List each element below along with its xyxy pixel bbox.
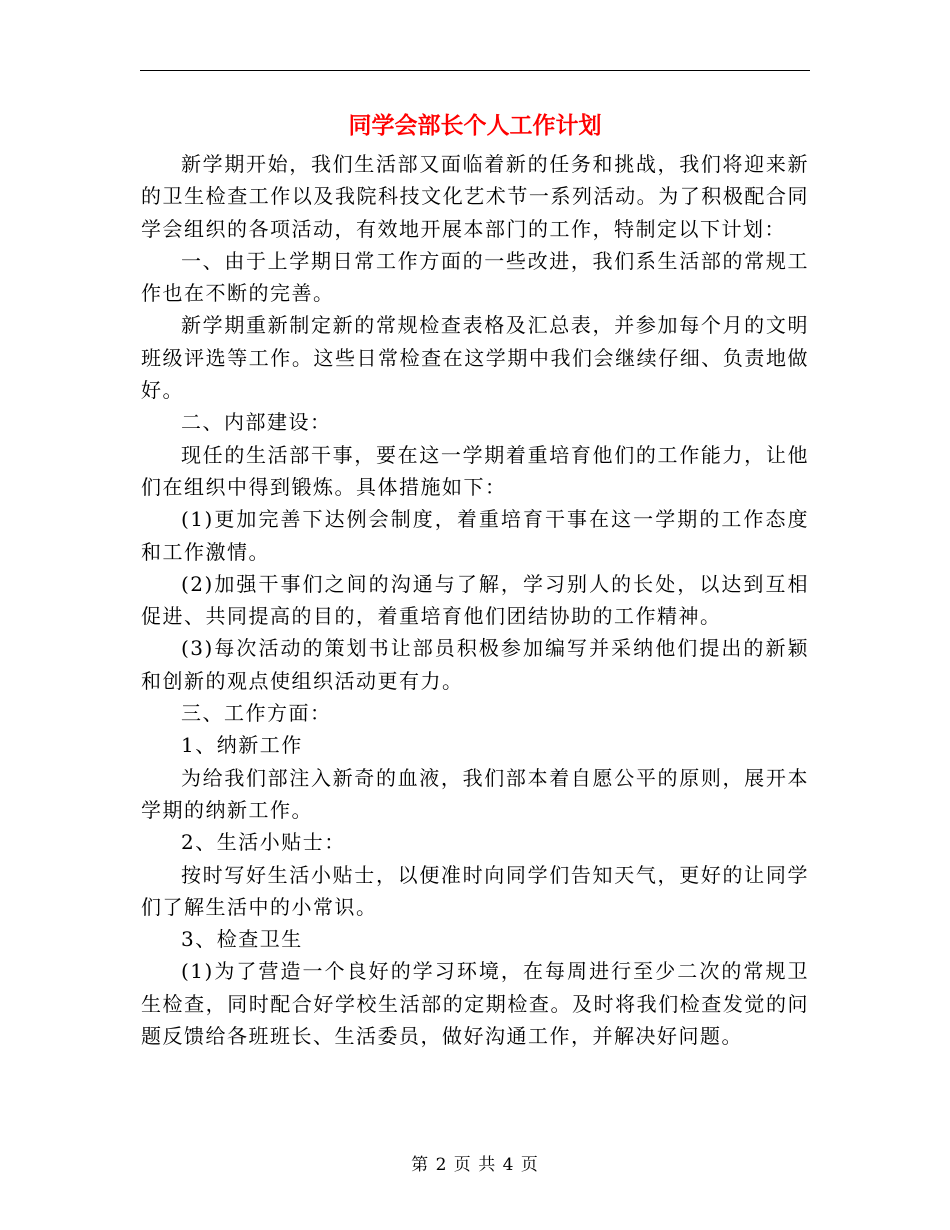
- paragraph: 新学期重新制定新的常规检查表格及汇总表，并参加每个月的文明班级评选等工作。这些日常检查在这学期中我们会继续仔细、负责地做好。: [141, 313, 809, 403]
- document-body: [141, 148, 809, 1052]
- section-heading: 二、内部建设：: [181, 410, 332, 435]
- paragraph: 为给我们部注入新奇的血液，我们部本着自愿公平的原则，展开本学期的纳新工作。: [141, 765, 809, 822]
- section-heading: 三、工作方面：: [181, 701, 332, 726]
- paragraph: 新学期开始，我们生活部又面临着新的任务和挑战，我们将迎来新的卫生检查工作以及我院科技文化艺术节一系列活动。为了积极配合同学会组织的各项活动，有效地开展本部门的工作，特制定以下计划：: [141, 152, 809, 241]
- subsection-heading: 3、检查卫生: [181, 927, 303, 952]
- list-item: (3)每次活动的策划书让部员积极参加编写并采纳他们提出的新颖和创新的观点使组织活动更有力。: [141, 636, 809, 693]
- header-rule: [140, 70, 810, 71]
- list-item: (1)更加完善下达例会制度，着重培育干事在这一学期的工作态度和工作激情。: [141, 507, 809, 564]
- paragraph: 按时写好生活小贴士，以便准时向同学们告知天气，更好的让同学们了解生活中的小常识。: [141, 862, 809, 919]
- document-title: 同学会部长个人工作计划: [348, 112, 602, 139]
- list-item: (2)加强干事们之间的沟通与了解，学习别人的长处，以达到互相促进、共同提高的目的，着重培育他们团结协助的工作精神。: [141, 571, 809, 629]
- subsection-heading: 2、生活小贴士：: [181, 830, 346, 855]
- page-number: 第 2 页 共 4 页: [411, 1155, 539, 1175]
- subsection-heading: 1、纳新工作: [181, 733, 303, 758]
- paragraph: 现任的生活部干事，要在这一学期着重培育他们的工作能力，让他们在组织中得到锻炼。具体措施如下：: [141, 442, 809, 499]
- paragraph: 一、由于上学期日常工作方面的一些改进，我们系生活部的常规工作也在不断的完善。: [141, 248, 809, 306]
- list-item: (1)为了营造一个良好的学习环境，在每周进行至少二次的常规卫生检查，同时配合好学校生活部的定期检查。及时将我们检查发觉的问题反馈给各班班长、生活委员，做好沟通工作，并解决好问题。: [141, 959, 809, 1049]
